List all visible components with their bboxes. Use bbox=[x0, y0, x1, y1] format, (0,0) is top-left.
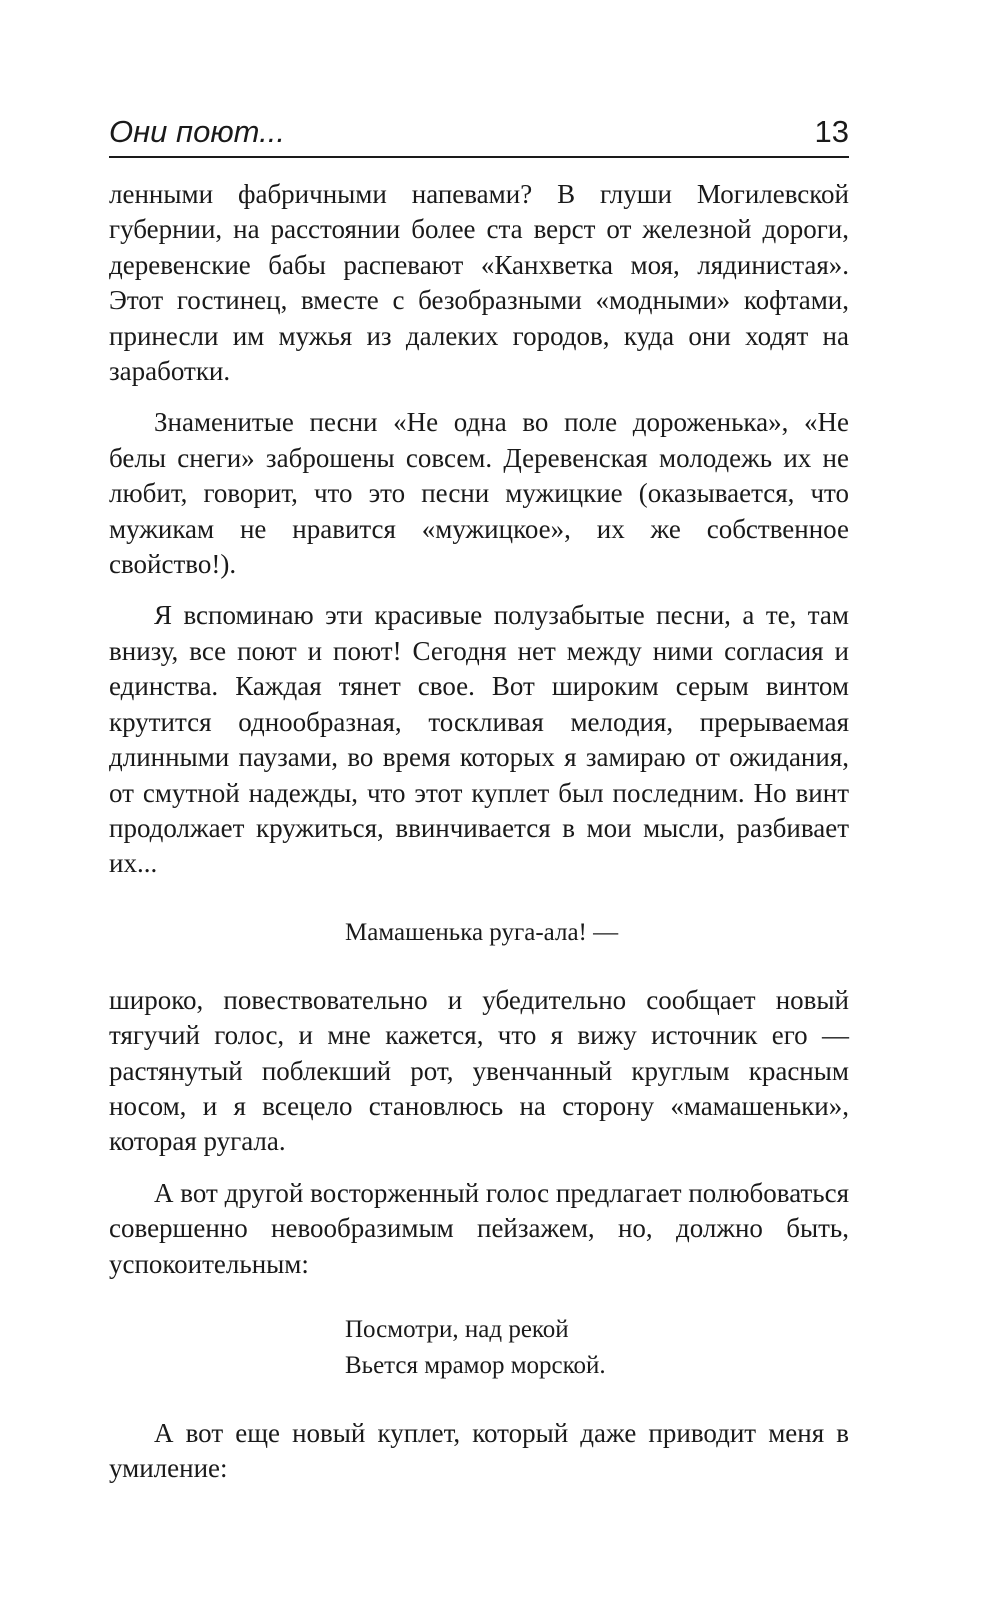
paragraph-5: А вот другой восторженный голос предлагает полюбоваться совершенно невообразимым пейзажем, но, должно быть, успокоительным: bbox=[109, 1177, 849, 1279]
paragraph-1: ленными фабричными напевами? В глуши Могилевской губернии, на расстоянии более ста верст от железной дороги, деревенские бабы распевают «Канхветка моя, лядинистая». Этот гостинец, вместе с безобразными «модными» кофтами, принесли им мужья из далеких городов, куда они ходят на заработки. bbox=[109, 179, 849, 387]
running-head bbox=[109, 106, 849, 158]
verse-1-line-1: Мамашенька руга-ала! — bbox=[345, 918, 619, 946]
verse-2-line-2: Вьется мрамор морской. bbox=[345, 1351, 606, 1379]
verse-2 bbox=[109, 1312, 849, 1384]
text-block bbox=[109, 177, 849, 1487]
paragraph-6: А вот еще новый куплет, который даже приводит меня в умиление: bbox=[109, 1417, 849, 1484]
running-title: Они поют... bbox=[109, 114, 285, 149]
verse-2-line-1: Посмотри, над рекой bbox=[345, 1315, 569, 1343]
paragraph-4: широко, повествовательно и убедительно сообщает новый тягучий голос, и мне кажется, что я вижу источник его — растянутый поблекший рот, увенчанный круглым красным носом, и я всецело становлюсь на сторону «мамашеньки», которая ругала. bbox=[109, 984, 849, 1157]
page-number: 13 bbox=[814, 114, 849, 149]
paragraph-3: Я вспоминаю эти красивые полузабытые песни, а те, там внизу, все поют и поют! Сегодня нет между ними согласия и единства. Каждая тянет свое. Вот широким серым винтом крутится однообразная, тоскливая мелодия, прерываемая длинными паузами, во время которых я замираю от ожидания, от смутной надежды, что этот куплет был последним. Но винт продолжает кружиться, ввинчивается в мои мысли, разбивает их... bbox=[109, 600, 849, 879]
paragraph-2: Знаменитые песни «Не одна во поле дороженька», «Не белы снеги» заброшены совсем. Деревенская молодежь их не любит, говорит, что это песни мужицкие (оказывается, что мужикам не нравится «мужицкое», их же собственное свойство!). bbox=[109, 407, 849, 580]
verse-1 bbox=[109, 915, 849, 951]
